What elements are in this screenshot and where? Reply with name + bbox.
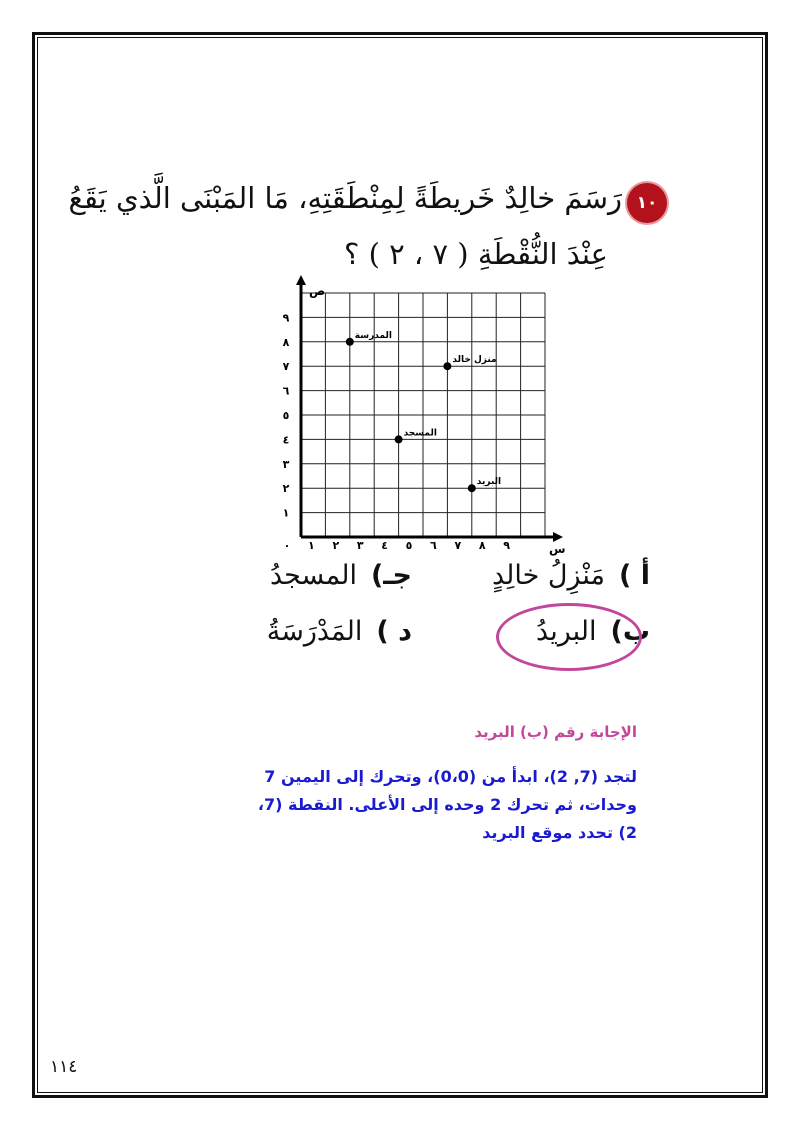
page-number: ١١٤ xyxy=(50,1057,78,1077)
y-tick-label: ١ xyxy=(282,506,290,520)
data-point xyxy=(395,435,403,443)
y-tick-label: ٩ xyxy=(282,311,290,325)
x-tick-label: ٨ xyxy=(478,539,486,552)
choice-a[interactable] xyxy=(492,560,650,591)
y-axis-label: ص xyxy=(309,284,326,298)
x-axis-label: س xyxy=(549,542,566,556)
choice-a-text: مَنْزِلُ خالِدٍ xyxy=(491,560,605,591)
y-tick-label: ٨ xyxy=(282,335,290,349)
choice-b-text: البريدُ xyxy=(536,616,597,647)
choice-j-letter: جـ) xyxy=(370,560,412,591)
choice-j-text: المسجدُ xyxy=(269,560,357,591)
data-point-label: المدرسة xyxy=(354,330,392,341)
choice-d-text: المَدْرَسَةُ xyxy=(266,616,363,647)
x-tick-label: ٤ xyxy=(381,539,388,552)
x-tick-label: ٠ xyxy=(283,539,291,552)
x-tick-label: ٥ xyxy=(405,539,413,552)
x-tick-label: ٦ xyxy=(430,539,437,552)
data-point xyxy=(346,338,354,346)
data-point xyxy=(443,362,451,370)
x-tick-label: ١ xyxy=(308,539,315,552)
choice-b-letter: ب) xyxy=(610,616,650,647)
data-point-label: البريد xyxy=(476,477,502,488)
tick-labels xyxy=(283,311,511,552)
y-tick-label: ٢ xyxy=(282,482,290,496)
coordinate-grid-chart xyxy=(270,284,566,560)
data-point-label: منزل خالد xyxy=(452,355,497,366)
y-tick-label: ٣ xyxy=(282,457,290,471)
choice-d[interactable] xyxy=(267,616,412,647)
y-tick-label: ٤ xyxy=(282,433,290,447)
x-tick-label: ٧ xyxy=(454,539,462,552)
data-point xyxy=(468,484,476,492)
axes xyxy=(296,275,563,542)
question-number-badge: ١٠ xyxy=(627,183,667,223)
x-tick-label: ٣ xyxy=(356,539,364,552)
answer-label: الإجابة رقم (ب) البريد xyxy=(474,723,637,741)
y-tick-label: ٧ xyxy=(282,360,290,374)
data-point-label: المسجد xyxy=(403,428,437,439)
answer-explanation: لتجد (7, 2)، ابدأ من (0،0)، وتحرك إلى اليمين 7 وحدات، ثم تحرك 2 وحده إلى الأعلى. النقطة (7، 2) تحدد موقع البريد xyxy=(257,767,637,842)
y-tick-label: ٦ xyxy=(282,384,290,398)
choice-a-letter: أ ) xyxy=(619,560,650,591)
x-tick-label: ٢ xyxy=(332,539,340,552)
choice-d-letter: د ) xyxy=(376,616,412,647)
question-text-line1: رَسَمَ خالِدٌ خَريطَةً لِمِنْطَقَتِهِ، مَا المَبْنَى الَّذي يَقَعُ xyxy=(68,181,622,215)
question-text-line2: عِنْدَ النُّقْطَةِ ( ٧ ، ٢ ) ؟ xyxy=(343,237,608,271)
choice-j[interactable] xyxy=(270,560,412,591)
x-tick-label: ٩ xyxy=(503,539,510,552)
grid-lines xyxy=(301,293,545,537)
correct-answer-highlight xyxy=(496,603,642,671)
y-tick-label: ٥ xyxy=(282,409,290,422)
